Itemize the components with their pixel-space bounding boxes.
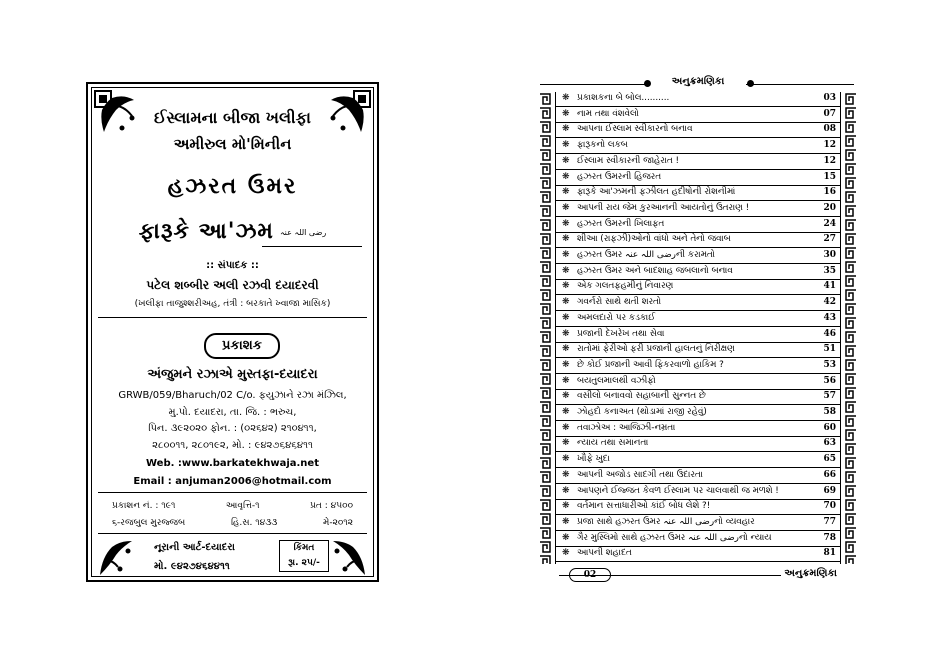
page-number: 02 (569, 568, 611, 582)
toc-footer (555, 568, 841, 582)
publication-number: પ્રકાશન નં. : ૧૯૧ (112, 501, 176, 511)
toc-item-title: આપના ઈસ્લામ સ્વીકારનો બનાવ (577, 124, 693, 135)
star-bullet-icon: ❋ (562, 155, 570, 166)
toc-item-title: હઝરત ઉમર અને બાદશાહ જબલાનો બનાવ (577, 265, 733, 276)
toc-item-page: 16 (823, 187, 836, 198)
toc-item-title: પ્રજાની દેખરેખ તથા સેવા (577, 328, 665, 339)
toc-item-title: આપની શહાદત (577, 548, 632, 559)
toc-row (556, 218, 840, 233)
toc-row (556, 123, 840, 138)
toc-item-title: હઝરત ઉમર رضی اللہ عنہની કરામતો (577, 250, 715, 260)
toc-row (556, 532, 840, 547)
toc-row (556, 500, 840, 515)
toc-item-page: 46 (823, 328, 836, 339)
star-bullet-icon: ❋ (562, 359, 570, 370)
price-box (279, 540, 329, 572)
date-gregorian: મે-૨૦૧૨ (323, 518, 353, 528)
toc-item-title: પ્રજા સાથે હઝરત ઉમર رضی اللہ عنہનો વ્યવહાર (577, 516, 755, 527)
star-bullet-icon: ❋ (562, 234, 570, 245)
greek-key-border-icon (538, 92, 552, 564)
corner-ornament-icon (96, 537, 136, 577)
star-bullet-icon: ❋ (562, 93, 570, 103)
toc-row (556, 343, 840, 358)
star-bullet-icon: ❋ (562, 469, 570, 480)
star-bullet-icon: ❋ (562, 281, 570, 292)
corner-ornament-icon (329, 537, 369, 577)
toc-item-page: 12 (823, 140, 836, 151)
toc-item-title: શીઆ (રાફઝી)ઓનો વાંધો અને તેનો જવાબ (577, 234, 731, 245)
star-bullet-icon: ❋ (562, 265, 570, 276)
toc-item-title: આપની અજોડ સાદગી તથા ઉદારતા (577, 469, 703, 480)
toc-row (556, 406, 840, 421)
toc-heading: અનુક્રમણિકા (671, 76, 725, 87)
toc-item-title: હઝરત ઉમરની ખિલાફત (577, 218, 665, 229)
toc-row (556, 312, 840, 327)
toc-item-title: ઈસ્લામ સ્વીકારની જાહેરાત ! (577, 155, 680, 166)
toc-item-title: પ્રકાશકના બે બોલ.......... (577, 93, 670, 103)
toc-item-page: 69 (823, 485, 836, 496)
star-bullet-icon: ❋ (562, 407, 570, 417)
star-bullet-icon: ❋ (562, 312, 570, 323)
toc-item-page: 30 (823, 250, 836, 260)
toc-item-page: 81 (823, 548, 836, 559)
toc-row (556, 547, 840, 562)
star-bullet-icon: ❋ (562, 454, 570, 465)
toc-item-page: 78 (823, 532, 836, 543)
toc-row (556, 469, 840, 484)
star-bullet-icon: ❋ (562, 485, 570, 496)
toc-item-page: 56 (823, 375, 836, 386)
toc-item-title: વસીલો બનાવવો સહાબાની સુન્નત છે (577, 391, 706, 402)
address-line: ૨૮૦૦૧૧, ૨૮૦૧૯૨, મો. : ૯૪૨૭૬૪૬૪૧૧ (152, 440, 313, 451)
row-divider (556, 561, 840, 562)
toc-item-title: અમલદારો પર કડકાઈ (577, 312, 656, 323)
toc-list (555, 92, 841, 564)
star-bullet-icon: ❋ (562, 124, 570, 135)
star-bullet-icon: ❋ (562, 250, 570, 260)
toc-item-title: આપણને ઈજ્જત કેવળ ઈસ્લામ પર ચાલવાથી જ મળશે ! (577, 485, 779, 496)
price-label: કિંમત (293, 543, 315, 553)
toc-item-page: 27 (823, 234, 836, 245)
toc-item-page: 65 (823, 454, 836, 465)
toc-row (556, 390, 840, 405)
divider (98, 317, 367, 318)
toc-item-page: 03 (823, 93, 836, 103)
toc-item-page: 53 (823, 359, 836, 370)
address-line: પિન. ૩૯૨૦૨૦ ફોન. : (૦૨૬૪૨) ૨૧૦૪૧૧, (148, 423, 317, 434)
cover-subtitle-wrap (92, 219, 373, 244)
toc-row (556, 233, 840, 248)
toc-item-page: 35 (823, 265, 836, 276)
toc-item-page: 07 (823, 108, 836, 119)
printer-name: નૂરાની આર્ટ-દયાદરા (154, 542, 235, 553)
toc-item-title: છે કોઈ પ્રજાની આવી ફિકરવાળો હાકિમ ? (577, 359, 724, 370)
toc-item-title: આપની રાય જેમ કુરઆનની આયતોનું ઉતરાણ ! (577, 202, 750, 213)
toc-item-page: 63 (823, 438, 836, 449)
toc-item-page: 15 (823, 171, 836, 182)
toc-item-title: ગૈર મુસ્લિમો સાથે હઝરત ઉમર رضی اللہ عنہનો ન્યાય (577, 532, 772, 543)
edition: આવૃત્તિ-૧ (225, 501, 260, 511)
toc-item-page: 58 (823, 407, 836, 417)
date-info-row (112, 518, 353, 528)
toc-item-title: ન્યાય તથા સમાનતા (577, 438, 649, 449)
cover-line1: ઈસ્લામના બીજા ખલીફા (154, 108, 311, 127)
star-bullet-icon: ❋ (562, 375, 570, 386)
editor-name: પટેલ શબ્બીર અલી રઝવી દયાદરવી (146, 278, 319, 292)
toc-item-title: બયતુલમાલથી વઝીફો (577, 375, 656, 386)
star-bullet-icon: ❋ (562, 187, 570, 198)
toc-item-title: વર્તમાન સત્તાધારીઓ કાંઈ બોધ લેશે ?! (577, 501, 711, 512)
toc-item-page: 77 (823, 516, 836, 527)
email: Email : anjuman2006@hotmail.com (133, 476, 332, 487)
toc-row (556, 516, 840, 531)
cover-title: હઝરત ઉમર (167, 174, 298, 199)
date-hijri: ૬-રજબુલ મુરજ્જબ (112, 518, 186, 528)
divider (98, 533, 367, 534)
star-bullet-icon: ❋ (562, 140, 570, 151)
toc-row (556, 328, 840, 343)
toc-item-title: ગવર્નરો સાથે થતી શરતો (577, 297, 662, 308)
header-line (746, 84, 854, 85)
toc-item-page: 66 (823, 469, 836, 480)
toc-item-title: એક ગલતફહમીનું નિવારણ (577, 281, 674, 292)
toc-item-title: હઝરત ઉમરની હિજરત (577, 171, 662, 182)
toc-row (556, 422, 840, 437)
cover-page (86, 82, 379, 582)
toc-row (556, 265, 840, 280)
greek-key-border-icon (844, 92, 858, 564)
star-bullet-icon: ❋ (562, 422, 570, 433)
cover-inner-frame (91, 87, 374, 577)
toc-row (556, 453, 840, 468)
toc-item-title: ફારૂકનો લકબ (577, 140, 628, 151)
toc-item-page: 41 (823, 281, 836, 292)
cover-subtitle: ફારૂકે આ'ઝમ (138, 219, 274, 244)
toc-row (556, 108, 840, 123)
star-bullet-icon: ❋ (562, 171, 570, 182)
toc-row (556, 202, 840, 217)
toc-page (538, 76, 858, 582)
star-bullet-icon: ❋ (562, 391, 570, 402)
editor-desc: (ખલીફા તાજુશ્શરીઅહ, તંત્રી : બરકાતે ખ્વાજા માસિક) (134, 299, 331, 309)
toc-row (556, 437, 840, 452)
publisher-name: અંજુમને રઝાએ મુસ્તફા-દયાદરા (147, 367, 318, 382)
toc-row (556, 359, 840, 374)
publisher-label: પ્રકાશક (204, 333, 280, 359)
toc-item-page: 24 (823, 218, 836, 229)
toc-item-page: 60 (823, 422, 836, 433)
toc-row (556, 485, 840, 500)
toc-item-title: તવાઝોઅ : આજિઝી-નમ્રતા (577, 422, 676, 433)
publication-info-row (112, 501, 353, 511)
address-line: GRWB/059/Bharuch/02 C/o. ફયુઝાને રઝા મંઝિલ, (118, 390, 347, 401)
toc-item-title: રાતોમાં ફેરીઓ ફરી પ્રજાની હાલતનું નિરીક્ષણ (577, 344, 735, 355)
price-value: રૂા. ૨૫/- (288, 558, 320, 568)
toc-item-title: ખૌફે ખુદા (577, 454, 610, 465)
toc-row (556, 249, 840, 264)
address-line: મુ.પો. દયાદરા, તા. જિ. : ભરુચ, (168, 407, 297, 418)
toc-row (556, 139, 840, 154)
toc-item-page: 42 (823, 297, 836, 308)
editor-label: :: સંપાદક :: (206, 260, 259, 271)
cover-line2: અમીરુલ મો'મિનીન (173, 135, 292, 153)
star-bullet-icon: ❋ (562, 532, 570, 543)
footer-title: અનુક્રમણિકા (781, 568, 837, 579)
toc-header (538, 78, 858, 92)
star-bullet-icon: ❋ (562, 297, 570, 308)
toc-item-page: 51 (823, 344, 836, 355)
toc-item-page: 70 (823, 501, 836, 512)
star-bullet-icon: ❋ (562, 501, 570, 512)
star-bullet-icon: ❋ (562, 108, 570, 119)
toc-item-page: 20 (823, 202, 836, 213)
toc-row (556, 171, 840, 186)
toc-item-title: ઝોહદો કનાઅત (થોડામાં રાજી રહેવું) (577, 407, 707, 417)
star-bullet-icon: ❋ (562, 218, 570, 229)
toc-row (556, 296, 840, 311)
year-hijri: હિ.સ. ૧૪૩૩ (230, 518, 278, 528)
printer-phone: મો. ૯૪૨૭૪૬૪૪૧૧ (154, 561, 230, 572)
toc-row (556, 375, 840, 390)
toc-item-title: નામ તથા વંશવેલો (577, 108, 639, 119)
toc-item-title: ફારૂકે આ'ઝમની ફઝીલત હદીષોની રોશનીમાં (577, 187, 736, 198)
star-bullet-icon: ❋ (562, 328, 570, 339)
toc-item-page: 57 (823, 391, 836, 402)
star-bullet-icon: ❋ (562, 516, 570, 527)
toc-item-page: 12 (823, 155, 836, 166)
star-bullet-icon: ❋ (562, 202, 570, 213)
star-bullet-icon: ❋ (562, 438, 570, 449)
copies: પ્રત : ૪૫૦૦ (310, 501, 353, 511)
divider (262, 246, 362, 247)
toc-row (556, 155, 840, 170)
toc-item-page: 08 (823, 124, 836, 135)
toc-item-page: 43 (823, 312, 836, 323)
divider (98, 492, 367, 493)
toc-row (556, 186, 840, 201)
honorific: رضی اللہ عنہ (279, 227, 327, 237)
star-bullet-icon: ❋ (562, 344, 570, 355)
website: Web. :www.barkatekhwaja.net (146, 458, 319, 469)
toc-row (556, 92, 840, 107)
toc-row (556, 280, 840, 295)
star-bullet-icon: ❋ (562, 548, 570, 559)
